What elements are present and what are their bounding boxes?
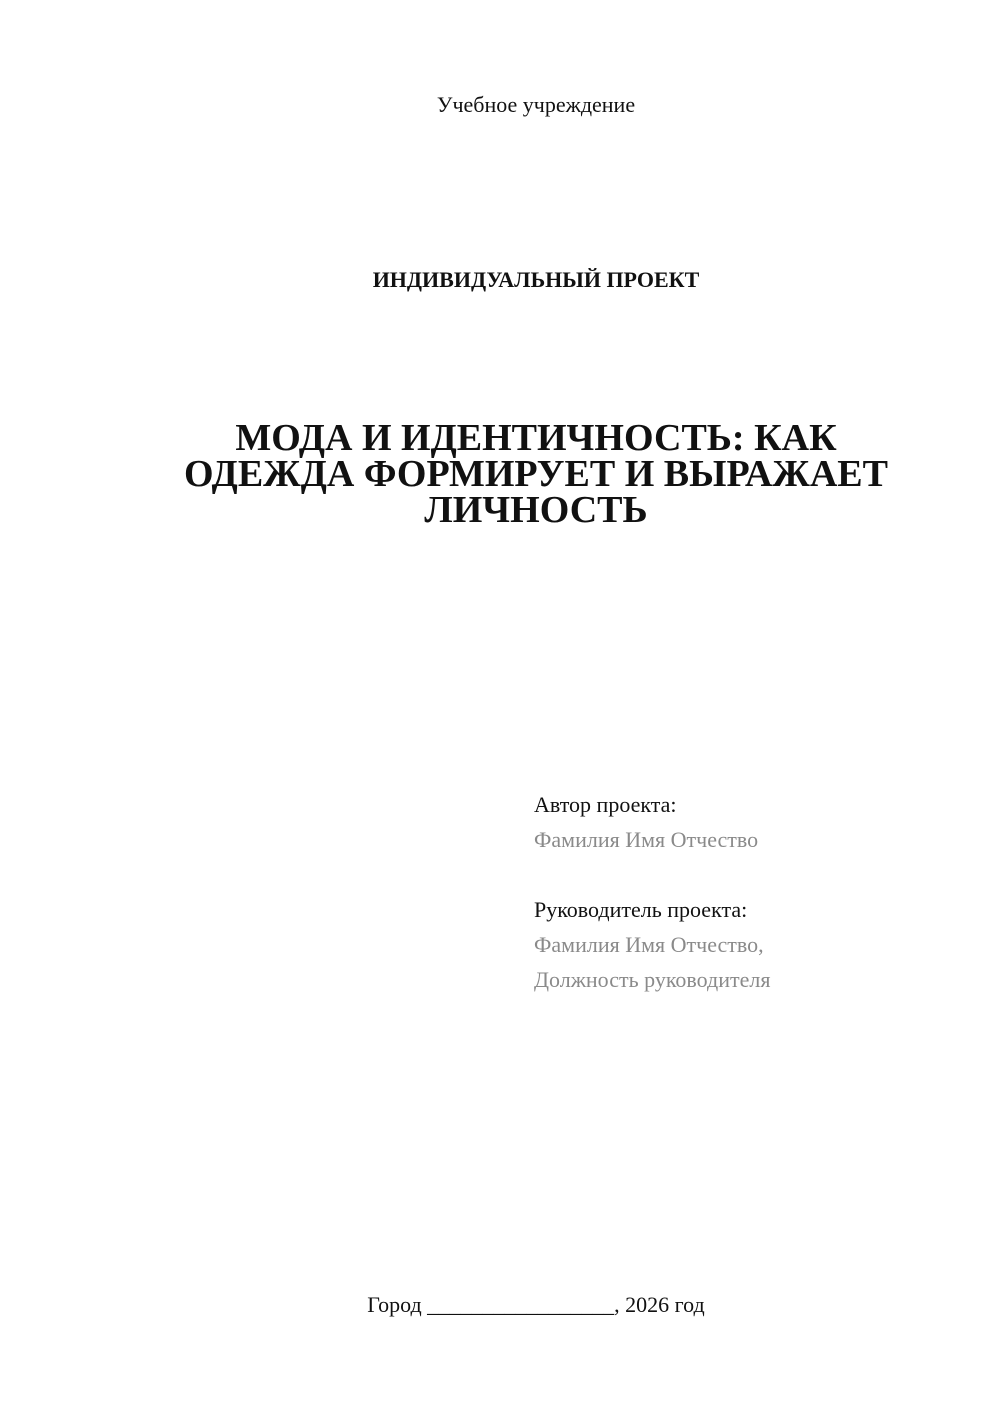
city-label: Город bbox=[367, 1292, 422, 1317]
supervisor-position: Должность руководителя bbox=[534, 967, 771, 992]
project-title-line-1: МОДА И ИДЕНТИЧНОСТЬ: КАК bbox=[235, 417, 837, 459]
project-title-line-3: ЛИЧНОСТЬ bbox=[424, 489, 648, 531]
project-type-heading: ИНДИВИДУАЛЬНЫЙ ПРОЕКТ bbox=[372, 267, 700, 292]
author-label: Автор проекта: bbox=[534, 792, 677, 817]
author-name: Фамилия Имя Отчество bbox=[534, 827, 759, 852]
institution-name: Учебное учреждение bbox=[436, 92, 636, 117]
project-title-line-2: ОДЕЖДА ФОРМИРУЕТ И ВЫРАЖАЕТ bbox=[184, 453, 888, 495]
supervisor-label: Руководитель проекта: bbox=[534, 897, 748, 922]
credits-block bbox=[534, 787, 974, 997]
credits-spacer bbox=[534, 857, 974, 892]
city-year-line bbox=[0, 1290, 1000, 1320]
city-blank: _________________ bbox=[427, 1292, 615, 1317]
project-title bbox=[160, 417, 912, 531]
year-text: , 2026 год bbox=[614, 1292, 705, 1317]
supervisor-name: Фамилия Имя Отчество, bbox=[534, 932, 764, 957]
